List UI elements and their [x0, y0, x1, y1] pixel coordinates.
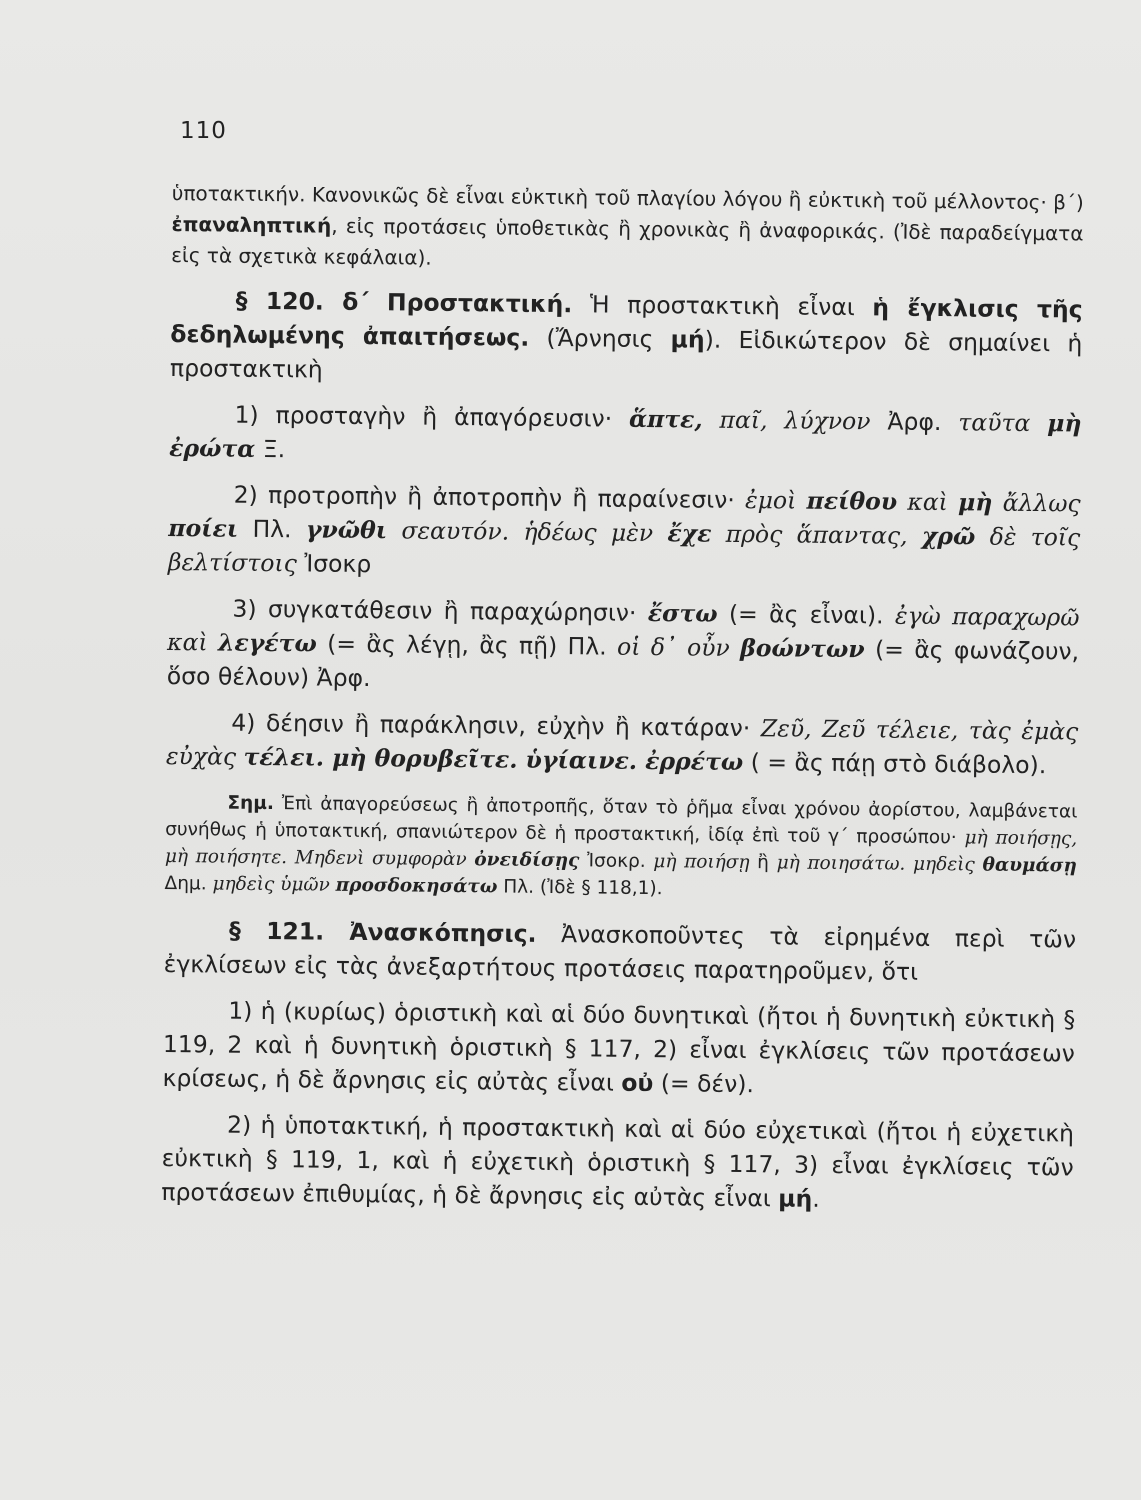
section-120-definition — [170, 283, 1083, 395]
example: συμφορὰν — [364, 848, 475, 871]
example-verb: ἔχε — [667, 519, 712, 548]
page-number: 110 — [180, 118, 227, 144]
item-4 — [166, 705, 1079, 783]
example: μὴ ποιησάτω. μηδεὶς — [776, 852, 983, 876]
section-heading: § 121. Ἀνασκόπησις. — [228, 916, 537, 948]
example: μὴ ποιήσῃς, μὴ ποιήσητε. — [164, 827, 1078, 869]
example-verb: λεγέτω — [217, 628, 317, 658]
example: ἄλλως — [992, 488, 1081, 518]
example-verb: γνῶθι — [305, 515, 388, 545]
negation-word: μή — [670, 325, 705, 354]
example: πρὸς ἅπαντας, — [711, 519, 923, 550]
page-text — [161, 178, 1084, 1218]
text-run: ( = ἂς πάῃ στὸ διάβολο). — [743, 748, 1047, 780]
text-run: (= ἂς λέγῃ, ἂς πῇ) Πλ. — [316, 629, 618, 661]
item-3 — [167, 591, 1080, 703]
text-run: (Ἄρνησις — [529, 323, 671, 354]
source: Πλ. — [238, 514, 307, 544]
summary-point-2 — [161, 1107, 1074, 1219]
text-run: 1) προσταγὴν ἢ ἀπαγόρευσιν· — [234, 400, 630, 433]
source: Ἰσοκρ. — [579, 850, 654, 873]
example: παῖ, λύχνον — [702, 405, 871, 436]
source: Ξ. — [255, 434, 286, 464]
section-121-intro — [164, 913, 1077, 991]
negation-word: μή — [778, 1184, 813, 1213]
example: ἐγὼ παραχωρῶ καὶ — [166, 601, 1080, 657]
item-1 — [169, 397, 1082, 475]
text-run: , εἰς προτάσεις ὑποθετικὰς ἢ χρονικὰς ἢ ἀναφορικάς. (Ἰδὲ παραδείγματα εἰς τὰ σχετικὰ κεφάλαια). — [171, 213, 1084, 270]
example-verb: πείθου — [806, 486, 898, 516]
example-verb: μὴ — [957, 488, 993, 517]
emphasis: ἡ ἔγκλισις τῆς δεδηλωμένης ἀπαιτήσεως. — [170, 293, 1083, 352]
text-run: Ἡ προστακτικὴ εἶναι — [572, 290, 873, 322]
text-run: Ἐπὶ ἀπαγορεύσεως ἢ ἀποτροπῆς, ὅταν τὸ ῥῆμα εἶναι χρόνου ἀορίστου, λαμβάνεται συνήθως ἡ ὑποτακτική, σπανιώτερον δὲ ἡ προστακτική, ἰδίᾳ ἐπὶ τοῦ γ΄ προσώπου· — [165, 793, 1078, 849]
example: σεαυτόν. ἡδέως μὲν — [387, 516, 668, 548]
example: ταῦτα — [958, 408, 1048, 438]
section-heading: § 120. δ΄ Προστακτική. — [235, 286, 573, 319]
example: ἐμοὶ — [744, 486, 807, 515]
example: μηδεὶς ὑμῶν — [212, 873, 336, 896]
example: Μηδενὶ — [294, 847, 365, 870]
emphasis: ἐπαναληπτική — [171, 211, 332, 238]
summary-point-1 — [162, 993, 1075, 1105]
example-verb: μὴ ἐρώτα — [169, 409, 1082, 463]
top-paragraph — [171, 178, 1084, 281]
text-run: 4) δέησιν ἢ παράκλησιν, εὐχὴν ἢ κατάραν· — [231, 708, 762, 743]
source: Πλ. (Ἰδὲ § 118,1). — [497, 876, 663, 900]
example: δὲ τοῖς βελτίστοις — [167, 522, 1081, 578]
example-verb: προσδοκησάτω — [335, 874, 498, 898]
example-verb: τέλει. μὴ θορυβεῖτε. ὑγίαινε. ἐρρέτω — [243, 742, 744, 777]
text-run: ὑποτακτικήν. Κανονικῶς δὲ εἶναι εὐκτικὴ τοῦ πλαγίου λόγου ἢ εὐκτικὴ τοῦ μέλλοντος· β΄) — [171, 180, 1084, 215]
text-run: 2) προτροπὴν ἢ ἀποτροπὴν ἢ παραίνεσιν· — [233, 480, 746, 515]
source: Δημ. — [164, 872, 213, 895]
text-run: (= ἂς φωνάζουν, ὅσο θέλουν) Ἀρφ. — [166, 635, 1080, 693]
note-label: Σημ. — [227, 792, 275, 815]
source: Ἀρφ. — [870, 407, 959, 437]
text-run: . — [812, 1184, 820, 1213]
example-verb: ἅπτε, — [628, 404, 703, 434]
example-verb: χρῶ — [921, 521, 976, 551]
example-verb: ὀνειδίσῃς — [474, 849, 580, 872]
text-run: Ἀνασκοποῦντες τὰ εἰρημένα περὶ τῶν ἐγκλίσεων εἰς τὰς ἀνεξαρτήτους προτάσεις παρατηροῦμεν, ὅτι — [163, 919, 1077, 986]
example: μὴ ποιήσῃ — [653, 851, 750, 874]
example-verb: θαυμάσῃ — [982, 854, 1077, 877]
text-run: (= ἂς εἶναι). — [717, 599, 896, 630]
example-verb: ἔστω — [647, 599, 718, 628]
text-run: 1) ἡ (κυρίως) ὁριστικὴ καὶ αἱ δύο δυνητικαὶ (ἤτοι ἡ δυνητικὴ εὐκτικὴ § 119, 2 καὶ ἡ δυνητικὴ ὁριστικὴ § 117, 2) εἶναι ἐγκλίσεις τῶν προτάσεων κρίσεως, ἡ δὲ ἄρνησις εἰς αὐτὰς εἶναι — [162, 996, 1076, 1097]
text-run: 2) ἡ ὑποτακτική, ἡ προστακτικὴ καὶ αἱ δύο εὐχετικαὶ (ἤτοι ἡ εὐχετικὴ εὐκτικὴ § 119, 1, καὶ ἡ εὐχετικὴ ὁριστικὴ § 117, 3) εἶναι ἐγκλίσεις τῶν προτάσεων ἐπιθυμίας, ἡ δὲ ἄρνησις εἰς αὐτὰς εἶναι — [161, 1110, 1075, 1213]
item-2 — [168, 477, 1081, 589]
text-run: (= δέν). — [653, 1069, 755, 1099]
text-run: ). Εἰδικώτερον δὲ σημαίνει ἡ προστακτικὴ — [169, 325, 1083, 384]
example: Ζεῦ, Ζεῦ τέλειε, τὰς ἐμὰς εὐχὰς — [165, 714, 1079, 771]
example: οἱ δ᾽ οὖν — [616, 632, 741, 662]
example: καὶ — [896, 487, 959, 517]
note-paragraph — [164, 789, 1077, 907]
negation-word: οὐ — [621, 1068, 654, 1098]
text-run: ἢ — [749, 852, 777, 874]
example-verb: ποίει — [168, 513, 239, 543]
source: Ἰσοκρ — [296, 549, 372, 579]
example-verb: βοώντων — [740, 633, 865, 664]
text-run: 3) συγκατάθεσιν ἢ παραχώρησιν· — [232, 594, 648, 628]
